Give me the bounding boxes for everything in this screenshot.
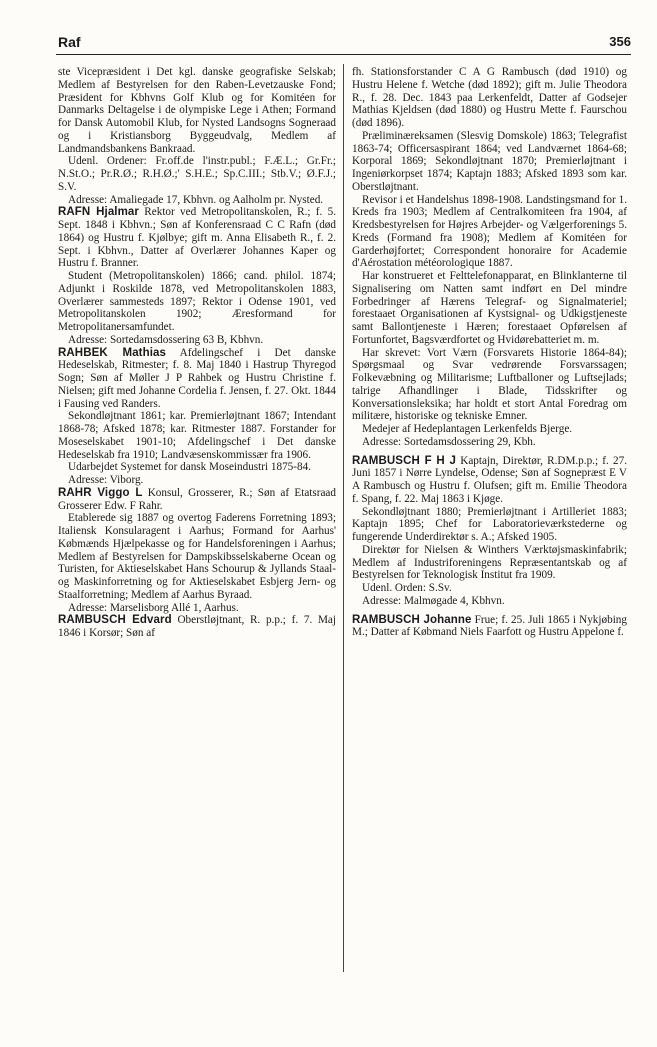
biography-entry	[58, 614, 336, 640]
entry-paragraph: Kaptajn, Direktør, R.DM.p.p.; f. 27. Juni 1857 i Nørre Lyndelse, Odense; Søn af Sognepræst E V A Rambusch og Hustru f. Olufsen; gift m. Emilie Theodora f. Spang, f. 22. Maj 1863 i Kjøge.	[352, 454, 627, 505]
entry-paragraph: Udenl. Orden: S.Sv.	[362, 582, 452, 594]
entry-paragraph: Præliminæreksamen (Slesvig Domskole) 1863; Telegrafist 1863-74; Officersaspirant 1864; ved Landværnet 1864-68; Korporal 1869; Sekondløjtnant 1870; Premierløjtnant i Ingeniørkorpset 1874; Kaptajn 1883; Afsked 1893 som kar. Oberstløjtnant.	[352, 129, 627, 193]
entry-paragraph: Adresse: Marselisborg Allé 1, Aarhus.	[68, 601, 239, 614]
entry-paragraph: Medejer af Hedeplantagen Lerkenfelds Bjerge.	[362, 423, 573, 435]
entry-paragraph: Etablerede sig 1887 og overtog Faderens Forretning 1893; Italiensk Konsularagent i Aarhus; Formand for Aarhus' Købmænds Hjælpekasse og for Handelsforeningen i Aarhus; Medlem af Bestyrelsen for Dampskibsselskaberne Ocean og Turisten, for Aktieselskabet Hans Schourup & Jyllands Staal- og Maskinforretning og for Aktieselskabet Esbjerg Jern- og Staalforretning; Medlem af Aarhus Byraad.	[58, 512, 336, 601]
biography-entry	[352, 614, 627, 640]
continued-entry	[58, 66, 336, 206]
biography-entry	[58, 347, 336, 487]
entry-paragraph: Sekondløjtnant 1861; kar. Premierløjtnant 1867; Intendant 1868-78; Afsked 1878; kar. Ritmester 1887. Forstander for Moseselskabet 1901-10; Afdelingschef i Det danske Hedeselskab fra 1910; Landvæsenskommissær fra 1906.	[58, 410, 336, 461]
entry-paragraph: Har konstrueret et Felttelefonapparat, en Blinklanterne til Signalisering om Natten samt indført en Del mindre Forbedringer af Hærens Telegraf- og Signalmateriel; forestaaet Organisationen af Kystsignal- og Udkigstjeneste samt Ballontjeneste i Hæren; forestaaet Opførelsen af Fortunfortet, Bagsværdfortet og Hvidørebatteriet m. m.	[352, 270, 627, 346]
left-column	[58, 66, 336, 640]
entry-name: RAMBUSCH Edvard	[58, 614, 172, 627]
entry-paragraph: Oberstløjtnant, R. p.p.; f. 7. Maj 1846 i Korsør; Søn af	[58, 614, 336, 639]
entry-paragraph: Udarbejdet Systemet for dansk Moseindustri 1875-84.	[68, 461, 311, 474]
entry-paragraph: Sekondløjtnant 1880; Premierløjtnant i Artilleriet 1883; Kaptajn 1895; Chef for Laboratorieværkstederne og fungerende Underdirektør s. A.; Afsked 1905.	[352, 505, 627, 543]
entry-paragraph: Rektor ved Metropolitanskolen, R.; f. 5. Sept. 1848 i Kbhvn.; Søn af Konferensraad C C Rafn (død 1864) og Hustru f. Kjølbye; gift m. Anna Elisabeth R., f. 2. Sept. i Kbhvn., Datter af Overlærer Johannes Kaper og Hustru f. Branner.	[58, 206, 336, 270]
entry-paragraph: Udenl. Ordener: Fr.off.de l'instr.publ.; F.Æ.L.; Gr.Fr.; N.St.O.; Pr.R.Ø.; R.H.Ø.;' S.H.E.; Sp.C.III.; Stb.V.; Ø.F.J.; S.V.	[58, 155, 336, 193]
continued-entry	[352, 66, 627, 449]
entry-paragraph: Adresse: Viborg.	[68, 474, 144, 486]
biography-entry	[352, 455, 627, 608]
entry-paragraph: Afdelingschef i Det danske Hedeselskab, Ritmester; f. 8. Maj 1840 i Hastrup Thyregod Sogn; Søn af Møller J P Rahbek og Hustru Christine f. Nielsen; gift med Johanne Cordelia f. Jensen, f. 27. Okt. 1844 i Fausing ved Randers.	[58, 346, 336, 410]
entry-paragraph: fh. Stationsforstander C A G Rambusch (død 1910) og Hustru Helene f. Wetche (død 1892); gift m. Julie Theodora R., f. 28. Dec. 1843 paa Lerkenfeldt, Datter af Godsejer Mathias Kjeldsen (død 1880) og Hustru Mette f. Faurschou (død 1896).	[352, 66, 627, 129]
column-divider	[343, 64, 344, 972]
entry-name: RAMBUSCH Johanne	[352, 613, 472, 626]
right-column	[352, 66, 627, 639]
entry-paragraph: Direktør for Nielsen & Winthers Værktøjsmaskinfabrik; Medlem af Industriforeningens Repræsentantskab og af Bestyrelsen for Teknologisk Institut fra 1909.	[352, 543, 627, 582]
entry-paragraph: Revisor i et Handelshus 1898-1908. Landstingsmand for 1. Kreds fra 1903; Medlem af Centralkomiteen fra 1904, af Kredsbestyrelsen for Højres Arbejder- og Vælgerforenings 5. Kreds (Formand fra 1908); Medlem af Komitéen for Garderhøjfortet; Correspondent honoraire for Academie d'Aérostation météorologique 1887.	[352, 193, 627, 270]
entry-paragraph: Adresse: Amaliegade 17, Kbhvn. og Aalholm pr. Nysted.	[68, 193, 324, 206]
page-header	[56, 30, 631, 55]
entry-paragraph: Adresse: Malmøgade 4, Kbhvn.	[362, 594, 505, 607]
entry-paragraph: Adresse: Sortedamsdossering 29, Kbh.	[362, 435, 536, 448]
entry-name: RAHBEK Mathias	[58, 346, 167, 359]
entry-paragraph: ste Vicepræsident i Det kgl. danske geografiske Selskab; Medlem af Bestyrelsen for den Raben-Levetzauske Fond; Præsident for Kbhvns Golf Klub og for Komitéen for Danmarks Deltagelse i de olympiske Lege i Athen; Formand for Dansk Automobil Klub, for Nysted Landsogns Sogneraad og i Kristiansborg Byggeudvalg, Medlem af Landmandsbankens Bankraad.	[58, 66, 336, 155]
entry-paragraph: Adresse: Sortedamsdossering 63 B, Kbhvn.	[68, 333, 264, 346]
entry-paragraph: Student (Metropolitanskolen) 1866; cand. philol. 1874; Adjunkt i Roskilde 1878, ved Metropolitanskolen 1883, Overlærer sammesteds 1897; Rektor i Odense 1901, ved Metropolitanskolen 1902; Æresformand for Metropolitanersamfundet.	[58, 270, 336, 333]
biography-entry	[58, 487, 336, 615]
entry-name: RAFN Hjalmar	[58, 206, 140, 219]
page-number: 356	[609, 34, 631, 49]
biography-entry	[58, 206, 336, 346]
running-head-word: Raf	[58, 34, 81, 50]
entry-paragraph: Konsul, Grosserer, R.; Søn af Etatsraad Grosserer Edw. F Rahr.	[58, 486, 336, 512]
entry-name: RAMBUSCH F H J	[352, 454, 457, 467]
entry-name: RAHR Viggo L	[58, 486, 143, 499]
entry-paragraph: Har skrevet: Vort Værn (Forsvarets Historie 1864-84); Spørgsmaal og Svar vedrørende Forsvarssagen; Folkevæbning og Militarisme; Luftballoner og Luftsejlads; talrige Afhandlinger i Blade, Tidsskrifter og Konversationsleksika; har holdt et stort Antal Foredrag om militære, historiske og tekniske Emner.	[352, 346, 627, 423]
entry-paragraph: Frue; f. 25. Juli 1865 i Nykjøbing M.; Datter af Købmand Niels Faarfott og Hustru Appelone f.	[352, 613, 627, 639]
